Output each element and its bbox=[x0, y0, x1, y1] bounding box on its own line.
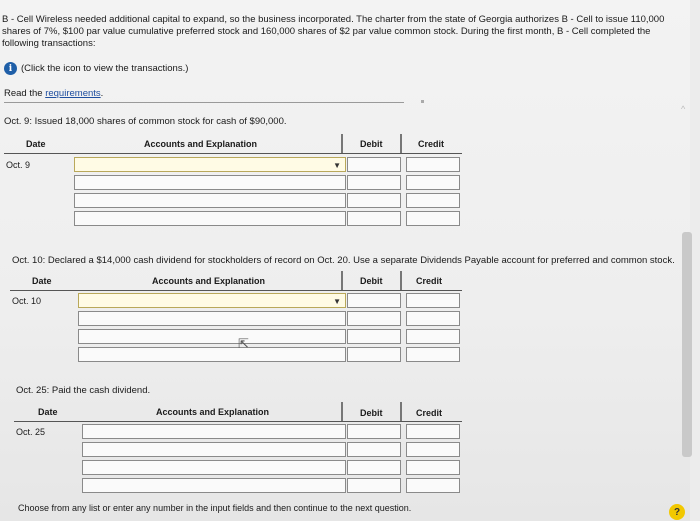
debit-input[interactable] bbox=[347, 460, 401, 475]
journal-table-oct-25 bbox=[14, 398, 462, 498]
debit-input[interactable] bbox=[347, 442, 401, 457]
header-date: Date bbox=[32, 276, 52, 286]
requirements-link[interactable]: requirements bbox=[45, 88, 101, 99]
header-date: Date bbox=[38, 407, 58, 417]
header-debit: Debit bbox=[360, 139, 383, 149]
question-oct-10: Oct. 10: Declared a $14,000 cash dividend for stockholders of record on Oct. 20. Use a separate Dividends Payable account for preferred and common stock. bbox=[12, 255, 675, 266]
journal-table-oct-9 bbox=[4, 130, 462, 230]
debit-input[interactable] bbox=[347, 347, 401, 362]
header-debit: Debit bbox=[360, 408, 383, 418]
footer-instruction: Choose from any list or enter any number in the input fields and then continue to the next question. bbox=[18, 503, 412, 513]
credit-input[interactable] bbox=[406, 460, 460, 475]
credit-input[interactable] bbox=[406, 311, 460, 326]
info-icon[interactable]: i bbox=[4, 62, 17, 75]
account-input[interactable] bbox=[78, 347, 346, 362]
header-rule bbox=[4, 153, 462, 154]
account-input[interactable] bbox=[82, 442, 346, 457]
credit-input[interactable] bbox=[406, 293, 460, 308]
help-text[interactable]: (Click the icon to view the transactions.) bbox=[21, 63, 189, 74]
header-debit: Debit bbox=[360, 276, 383, 286]
credit-input[interactable] bbox=[406, 347, 460, 362]
account-input[interactable] bbox=[82, 460, 346, 475]
problem-statement: B - Cell Wireless needed additional capital to expand, so the business incorporated. The charter from the state of Georgia authorizes B - Cell to issue 110,000 shares of 7%, $100 par value cumulative preferred stock and 160,000 shares of $2 par value common stock. During the first month, B - Cell completed the following transactions: bbox=[2, 14, 665, 49]
account-input[interactable] bbox=[74, 193, 346, 208]
header-credit: Credit bbox=[418, 139, 445, 149]
column-separator bbox=[400, 134, 402, 154]
transactions-help[interactable] bbox=[4, 62, 188, 75]
header-accounts: Accounts and Explanation bbox=[152, 276, 266, 286]
account-select[interactable] bbox=[74, 157, 346, 172]
account-input[interactable] bbox=[78, 311, 346, 326]
column-separator bbox=[341, 134, 343, 154]
column-separator bbox=[400, 402, 402, 422]
debit-input[interactable] bbox=[347, 157, 401, 172]
debit-input[interactable] bbox=[347, 175, 401, 190]
date-cell: Oct. 10 bbox=[12, 296, 42, 306]
column-separator bbox=[341, 271, 343, 291]
credit-input[interactable] bbox=[406, 175, 460, 190]
header-credit: Credit bbox=[416, 276, 443, 286]
scroll-up-icon[interactable]: ^ bbox=[681, 104, 686, 114]
debit-input[interactable] bbox=[347, 193, 401, 208]
credit-input[interactable] bbox=[406, 478, 460, 493]
header-credit: Credit bbox=[416, 408, 443, 418]
header-accounts: Accounts and Explanation bbox=[156, 407, 270, 417]
scrollbar[interactable] bbox=[682, 232, 692, 457]
credit-input[interactable] bbox=[406, 157, 460, 172]
mouse-cursor-icon: ⇱ bbox=[238, 336, 249, 351]
account-input[interactable] bbox=[82, 424, 346, 439]
credit-input[interactable] bbox=[406, 424, 460, 439]
debit-input[interactable] bbox=[347, 329, 401, 344]
header-accounts: Accounts and Explanation bbox=[144, 139, 258, 149]
account-input[interactable] bbox=[74, 211, 346, 226]
header-date: Date bbox=[26, 139, 46, 149]
column-separator bbox=[400, 271, 402, 291]
journal-table-oct-10 bbox=[10, 268, 462, 364]
account-input[interactable] bbox=[78, 329, 346, 344]
credit-input[interactable] bbox=[406, 329, 460, 344]
header-rule bbox=[14, 421, 462, 422]
question-oct-9: Oct. 9: Issued 18,000 shares of common stock for cash of $90,000. bbox=[4, 116, 287, 127]
debit-input[interactable] bbox=[347, 478, 401, 493]
requirements-line: Read the requirements. bbox=[4, 88, 104, 99]
account-input[interactable] bbox=[74, 175, 346, 190]
date-cell: Oct. 25 bbox=[16, 427, 46, 437]
debit-input[interactable] bbox=[347, 293, 401, 308]
account-input[interactable] bbox=[82, 478, 346, 493]
divider bbox=[4, 102, 404, 103]
credit-input[interactable] bbox=[406, 442, 460, 457]
debit-input[interactable] bbox=[347, 424, 401, 439]
dropdown-arrow-icon[interactable]: ▼ bbox=[333, 161, 341, 170]
credit-input[interactable] bbox=[406, 193, 460, 208]
column-separator bbox=[341, 402, 343, 422]
date-cell: Oct. 9 bbox=[6, 160, 31, 170]
debit-input[interactable] bbox=[347, 311, 401, 326]
header-rule bbox=[10, 290, 462, 291]
debit-input[interactable] bbox=[347, 211, 401, 226]
credit-input[interactable] bbox=[406, 211, 460, 226]
dropdown-arrow-icon[interactable]: ▼ bbox=[333, 297, 341, 306]
question-oct-25: Oct. 25: Paid the cash dividend. bbox=[16, 385, 151, 396]
account-select[interactable] bbox=[78, 293, 346, 308]
help-button[interactable]: ? bbox=[669, 504, 685, 520]
